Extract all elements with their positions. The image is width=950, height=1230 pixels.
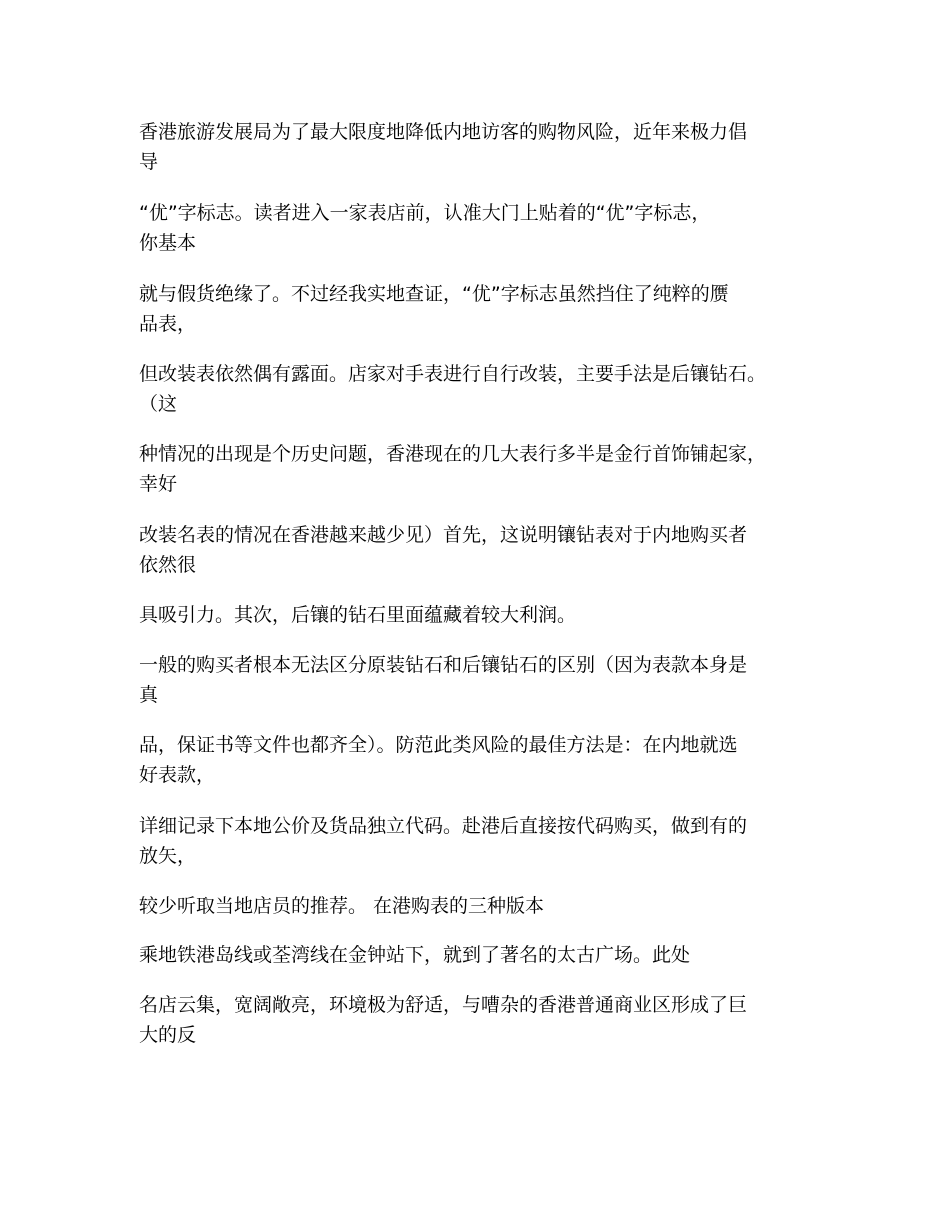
text-line: 放矢， bbox=[139, 845, 197, 867]
paragraph bbox=[139, 990, 829, 1050]
text-line: 导 bbox=[139, 151, 159, 173]
text-line: 品表， bbox=[139, 313, 197, 335]
paragraph bbox=[139, 730, 829, 790]
text-line: （这 bbox=[139, 393, 178, 415]
text-line: 就与假货绝缘了。不过经我实地查证，“优”字标志虽然挡住了纯粹的赝 bbox=[139, 283, 729, 305]
text-line: 好表款， bbox=[139, 764, 216, 786]
text-line: 幸好 bbox=[139, 473, 178, 495]
paragraph bbox=[139, 439, 829, 499]
text-line: 一般的购买者根本无法区分原装钻石和后镶钻石的区别（因为表款本身是 bbox=[139, 654, 748, 676]
paragraph bbox=[139, 811, 829, 871]
text-line: 真 bbox=[139, 684, 159, 706]
paragraph bbox=[139, 600, 829, 630]
paragraph bbox=[139, 891, 829, 921]
text-line: 香港旅游发展局为了最大限度地降低内地访客的购物风险，近年来极力倡 bbox=[139, 121, 748, 143]
paragraph bbox=[139, 117, 829, 177]
paragraph bbox=[139, 279, 829, 339]
paragraph bbox=[139, 359, 829, 419]
text-line: 乘地铁港岛线或荃湾线在金钟站下，就到了著名的太古广场。此处 bbox=[139, 944, 691, 966]
text-line: 你基本 bbox=[139, 232, 197, 254]
text-line: 品，保证书等文件也都齐全）。防范此类风险的最佳方法是：在内地就选 bbox=[139, 734, 738, 756]
text-line: 改装名表的情况在香港越来越少见）首先，这说明镶钻表对于内地购买者 bbox=[139, 524, 748, 546]
paragraph bbox=[139, 198, 829, 258]
text-line: 具吸引力。其次，后镶的钻石里面蕴藏着较大利润。 bbox=[139, 604, 577, 626]
text-line: 但改装表依然偶有露面。店家对手表进行自行改装，主要手法是后镶钻石。 bbox=[139, 363, 767, 385]
paragraph bbox=[139, 940, 829, 970]
text-line: 大的反 bbox=[139, 1024, 197, 1046]
text-line: 种情况的出现是个历史问题，香港现在的几大表行多半是金行首饰铺起家， bbox=[139, 443, 767, 465]
paragraph bbox=[139, 520, 829, 580]
paragraph bbox=[139, 650, 829, 710]
text-line: 依然很 bbox=[139, 554, 197, 576]
text-line: 详细记录下本地公价及货品独立代码。赴港后直接按代码购买，做到有的 bbox=[139, 815, 748, 837]
text-line: “优”字标志。读者进入一家表店前，认准大门上贴着的“优”字标志， bbox=[139, 202, 711, 224]
text-line: 名店云集，宽阔敞亮，环境极为舒适，与嘈杂的香港普通商业区形成了巨 bbox=[139, 994, 748, 1016]
text-line: 较少听取当地店员的推荐。 在港购表的三种版本 bbox=[139, 895, 545, 917]
